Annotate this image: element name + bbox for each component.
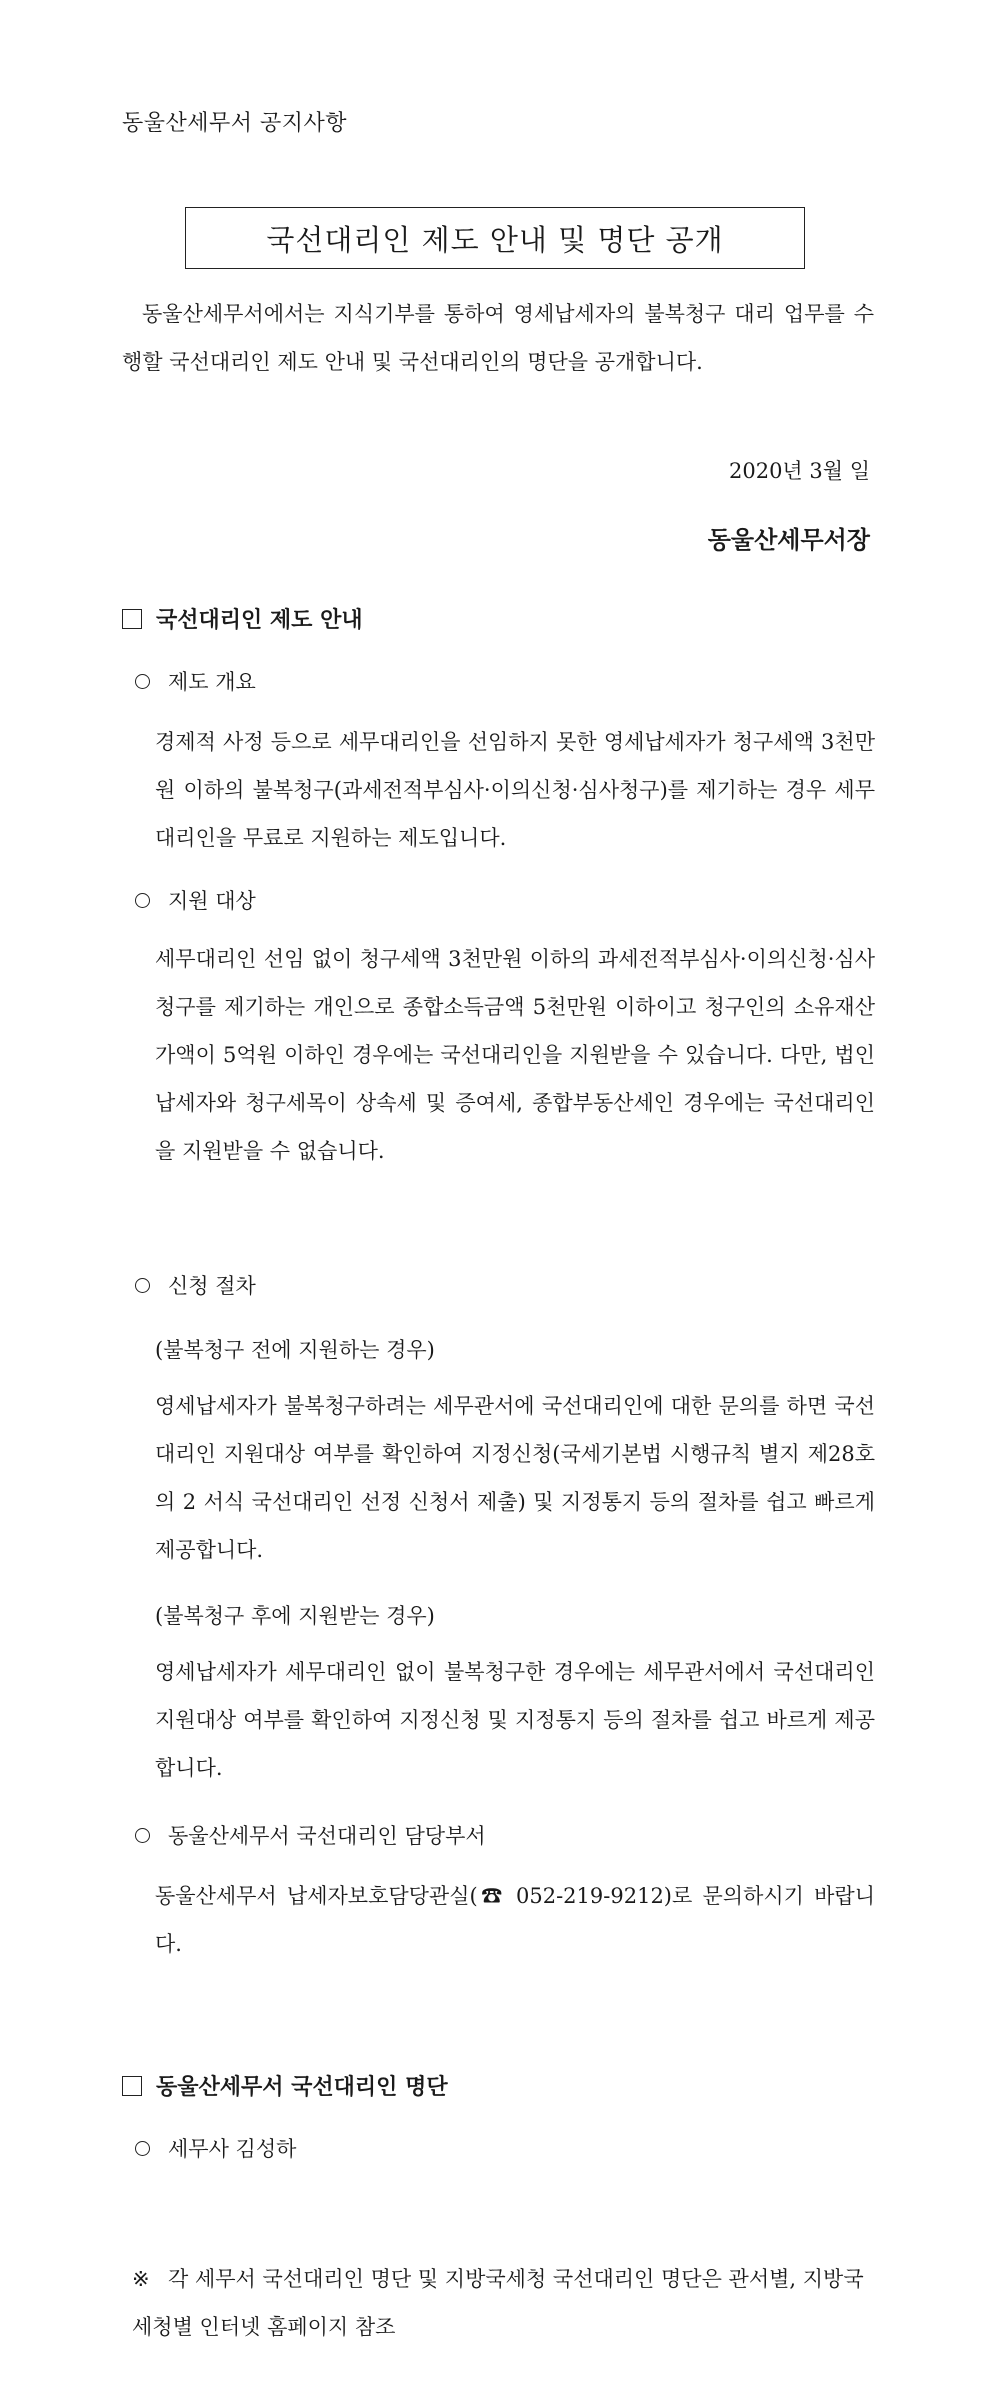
intro-paragraph: 동울산세무서에서는 지식기부를 통하여 영세납세자의 불복청구 대리 업무를 수행할 국선대리인 제도 안내 및 국선대리인의 명단을 공개합니다. <box>122 302 874 374</box>
section-heading-text: 국선대리인 제도 안내 <box>156 607 363 633</box>
page-title: 국선대리인 제도 안내 및 명단 공개 <box>185 207 805 269</box>
department-title: 동울산세무서 국선대리인 담당부서 <box>168 1824 486 1848</box>
before-label: (불복청구 전에 지원하는 경우) <box>155 1338 435 1362</box>
circle-bullet-icon <box>135 2141 150 2156</box>
section-heading-list <box>122 2070 448 2101</box>
reference-mark-icon: ※ <box>132 2267 150 2291</box>
procedure-title: 신청 절차 <box>168 1274 256 1298</box>
after-label: (불복청구 후에 지원받는 경우) <box>155 1604 435 1628</box>
overview-text: 경제적 사정 등으로 세무대리인을 선임하지 못한 영세납세자가 청구세액 3천만원 이하의 불복청구(과세전적부심사·이의신청·심사청구)를 제기하는 경우 세무대리인을 무료로 지원하는 제도입니다. <box>155 730 875 850</box>
circle-bullet-icon <box>135 1278 150 1293</box>
section-heading-text: 동울산세무서 국선대리인 명단 <box>156 2074 448 2100</box>
department-text: 동울산세무서 납세자보호담당관실(☎ 052-219-9212)로 문의하시기 바랍니다. <box>155 1884 875 1956</box>
member-name: 세무사 김성하 <box>168 2137 297 2161</box>
notice-header: 동울산세무서 공지사항 <box>122 111 348 136</box>
bullet-overview <box>135 666 256 696</box>
footnote-text: 각 세무서 국선대리인 명단 및 지방국세청 국선대리인 명단은 관서별, 지방국세청별 인터넷 홈페이지 참조 <box>132 2267 864 2339</box>
before-text: 영세납세자가 불복청구하려는 세무관서에 국선대리인에 대한 문의를 하면 국선대리인 지원대상 여부를 확인하여 지정신청(국세기본법 시행규칙 별지 제28호의 2 서식 국선대리인 선정 신청서 제출) 및 지정통지 등의 절차를 쉽고 빠르게 제공합니다. <box>155 1394 875 1562</box>
after-text: 영세납세자가 세무대리인 없이 불복청구한 경우에는 세무관서에서 국선대리인 지원대상 여부를 확인하여 지정신청 및 지정통지 등의 절차를 쉽고 바르게 제공합니다. <box>155 1660 875 1780</box>
list-item <box>135 2133 296 2163</box>
checkbox-square-icon <box>122 2076 142 2096</box>
notice-date: 2020년 3월 일 <box>728 459 870 483</box>
circle-bullet-icon <box>135 893 150 908</box>
issuer-name: 동울산세무서장 <box>707 525 870 554</box>
bullet-department <box>135 1820 486 1850</box>
bullet-eligibility <box>135 885 256 915</box>
section-heading-system <box>122 603 363 634</box>
overview-title: 제도 개요 <box>168 670 256 694</box>
eligibility-text: 세무대리인 선임 없이 청구세액 3천만원 이하의 과세전적부심사·이의신청·심사청구를 제기하는 개인으로 종합소득금액 5천만원 이하이고 청구인의 소유재산가액이 5억원 이하인 경우에는 국선대리인을 지원받을 수 있습니다. 다만, 법인납세자와 청구세목이 상속세 및 증여세, 종합부동산세인 경우에는 국선대리인을 지원받을 수 없습니다. <box>155 947 875 1163</box>
eligibility-title: 지원 대상 <box>168 889 256 913</box>
footnote <box>132 2255 872 2351</box>
checkbox-square-icon <box>122 609 142 629</box>
bullet-procedure <box>135 1270 256 1300</box>
circle-bullet-icon <box>135 674 150 689</box>
circle-bullet-icon <box>135 1828 150 1843</box>
